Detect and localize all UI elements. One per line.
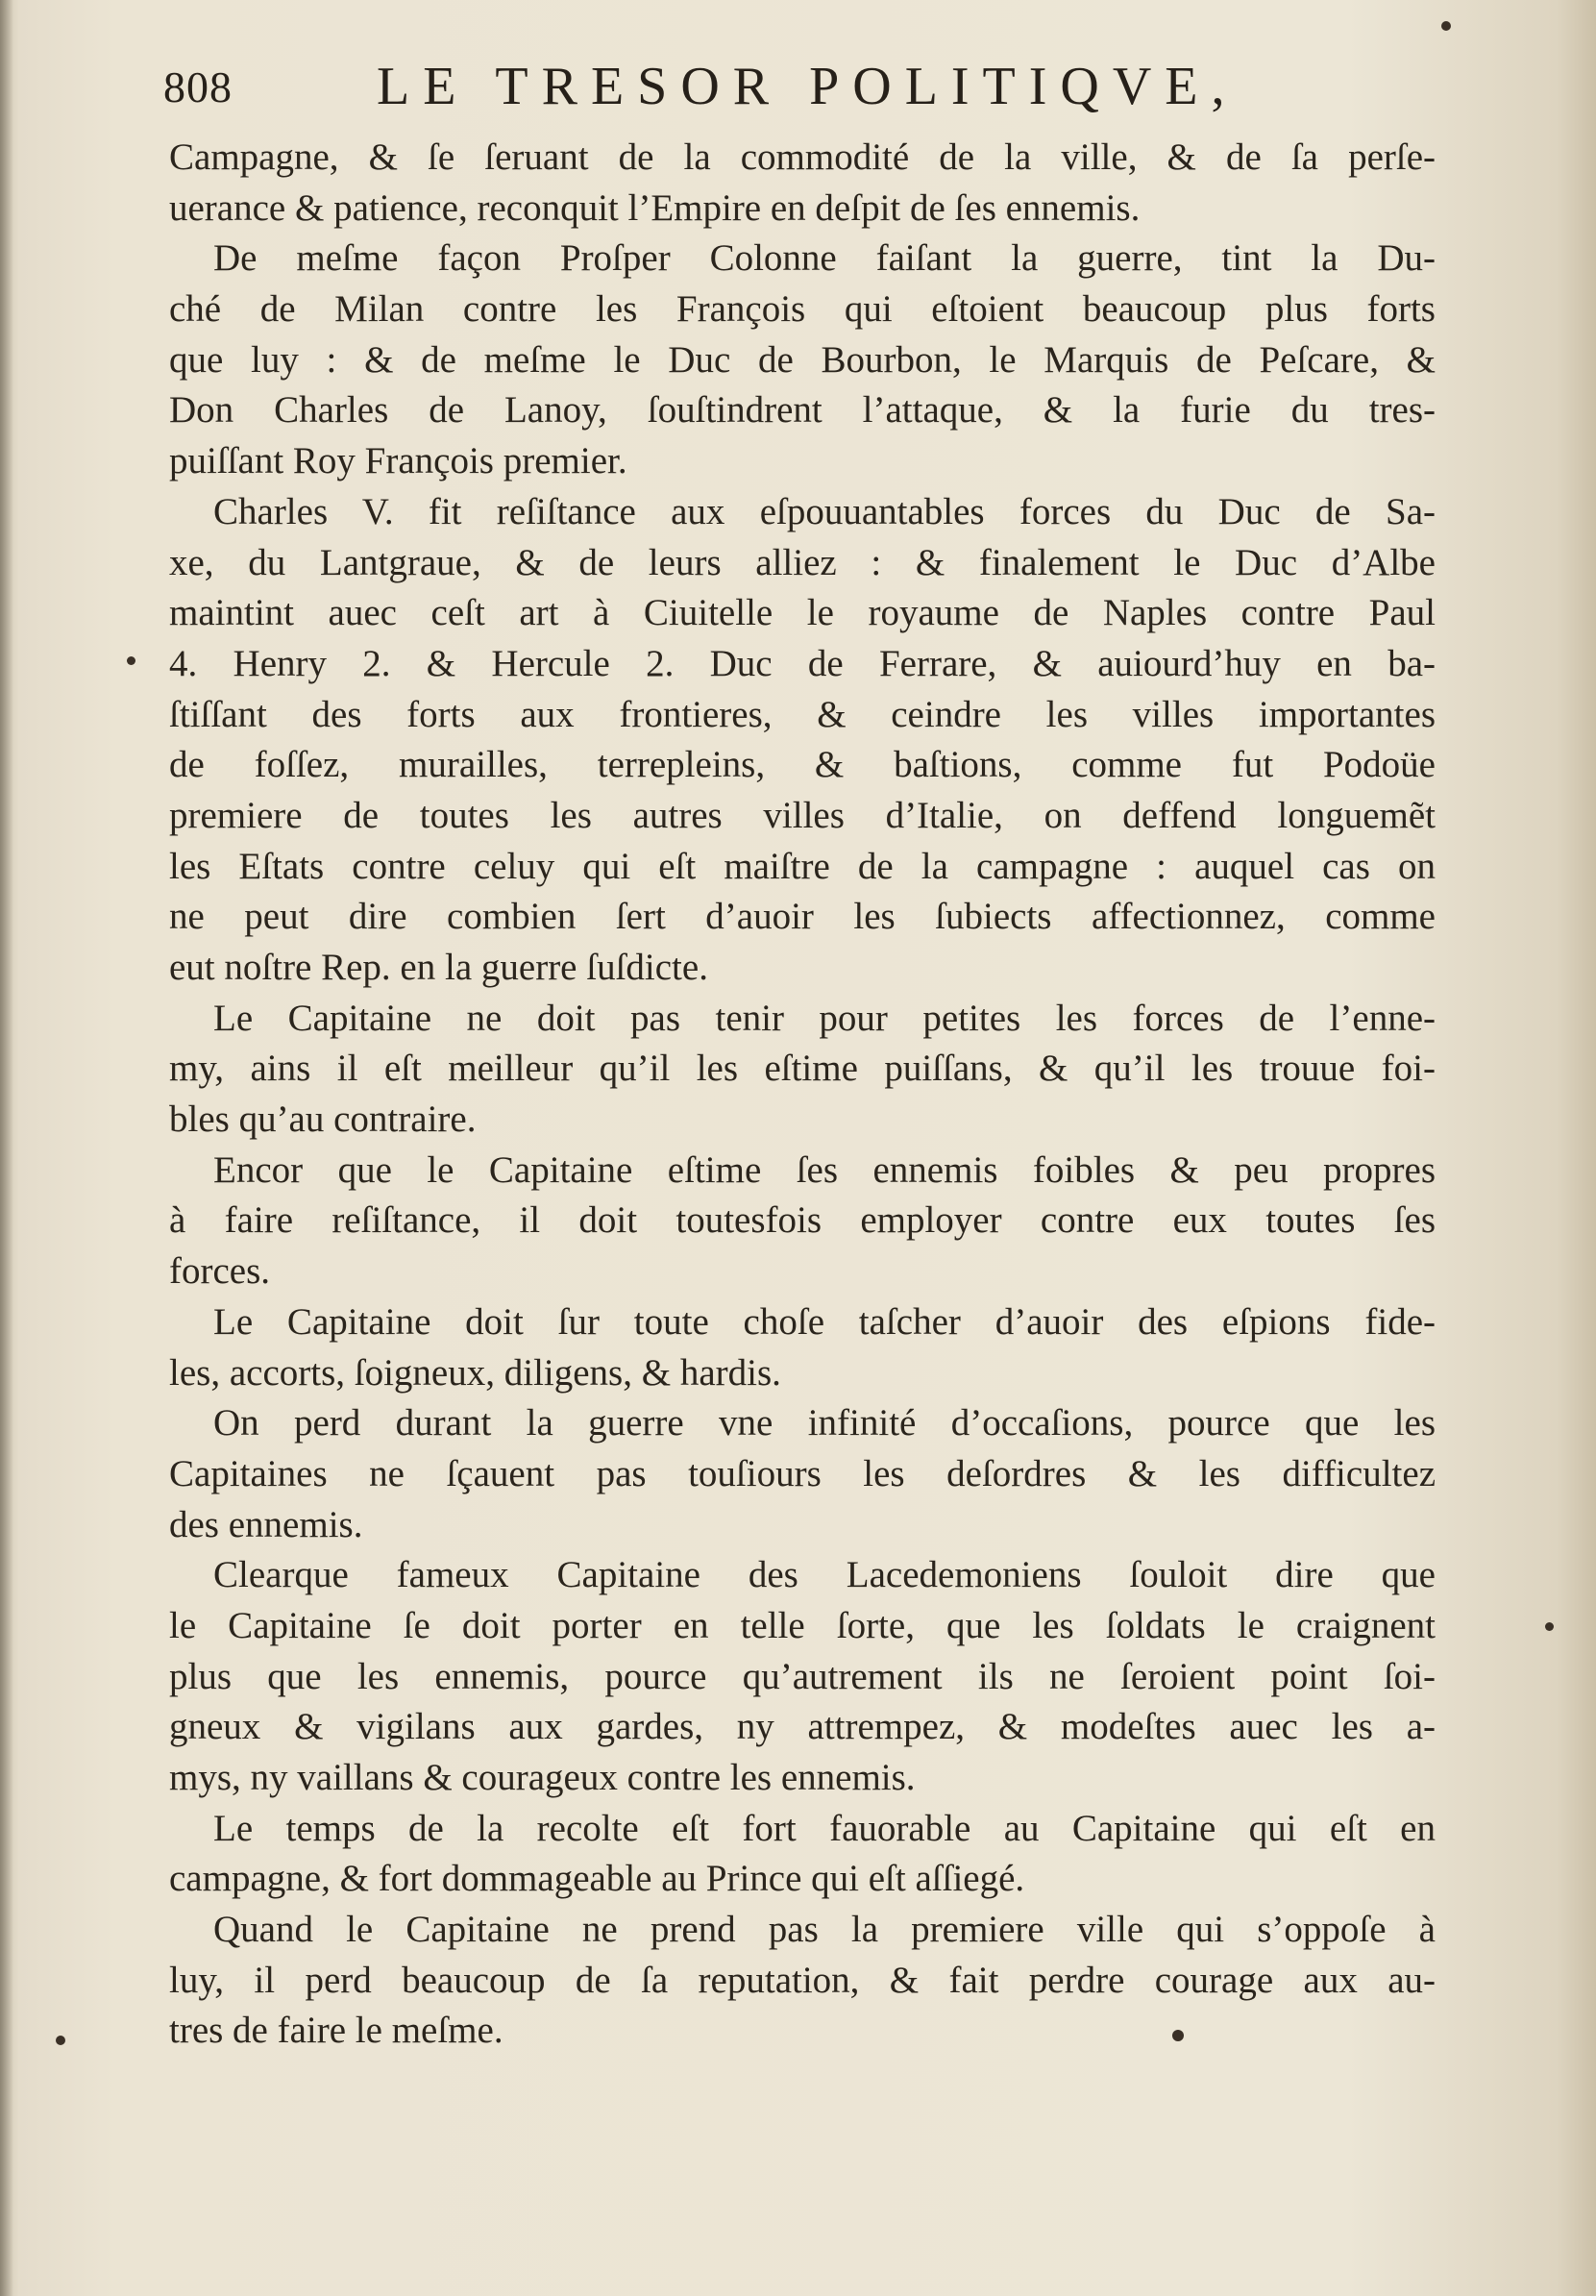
text-line: xe, du Lantgraue, & de leurs alliez : & finalement le Duc d’Albe <box>169 541 1436 583</box>
ink-spot <box>127 656 135 665</box>
paragraph <box>169 1550 1436 1803</box>
text-line: eut noſtre Rep. en la guerre ſuſdicte. <box>169 947 708 988</box>
page-gutter-shadow <box>0 0 13 2296</box>
text-line: campagne, & fort dommageable au Prince qui eſt aſſiegé. <box>169 1858 1025 1900</box>
text-line: de foſſez, murailles, terrepleins, & baſtions, comme fut Podoüe <box>169 744 1436 786</box>
text-line: ne peut dire combien ſert d’auoir les ſubiects affectionnez, comme <box>169 896 1436 938</box>
text-line: Le Capitaine ne doit pas tenir pour petites les forces de l’enne- <box>213 997 1436 1039</box>
page-header <box>163 56 1240 123</box>
paragraph <box>169 1905 1436 2057</box>
text-line: tres de faire le meſme. <box>169 2010 503 2052</box>
text-line: Don Charles de Lanoy, ſouſtindrent l’attaque, & la furie du tres- <box>169 389 1436 432</box>
paragraph <box>169 1297 1436 1398</box>
text-line: Clearque fameux Capitaine des Lacedemoniens ſouloit dire que <box>213 1554 1436 1596</box>
paragraph <box>169 1398 1436 1550</box>
text-line: premiere de toutes les autres villes d’Italie, on deffend longuemẽt <box>169 794 1436 836</box>
text-line: ſtiſſant des forts aux frontieres, & ceindre les villes importantes <box>169 693 1436 735</box>
text-line: uerance & patience, reconquit l’Empire en deſpit de ſes ennemis. <box>169 186 1141 229</box>
text-line: Encor que le Capitaine eſtime ſes ennemis foibles & peu propres <box>213 1148 1436 1191</box>
text-line: plus que les ennemis, pource qu’autrement ils ne ſeroient point ſoi- <box>169 1655 1436 1697</box>
paragraph <box>169 1804 1436 1905</box>
text-line: Campagne, & ſe ſeruant de la commodité de la ville, & de ſa perſe- <box>169 136 1436 178</box>
text-line: mys, ny vaillans & courageux contre les ennemis. <box>169 1757 916 1798</box>
text-line: ché de Milan contre les François qui eſtoient beaucoup plus forts <box>169 288 1436 331</box>
paragraph <box>169 234 1436 486</box>
text-line: des ennemis. <box>169 1503 363 1545</box>
body-text <box>169 133 1436 2057</box>
text-line: bles qu’au contraire. <box>169 1099 477 1141</box>
text-line: 4. Henry 2. & Hercule 2. Duc de Ferrare, & auiourd’huy en ba- <box>169 642 1436 684</box>
text-line: les Eſtats contre celuy qui eſt maiſtre de la campagne : auquel cas on <box>169 845 1436 887</box>
paragraph <box>169 994 1436 1146</box>
text-line: à faire reſiſtance, il doit toutesfois employer contre eux toutes ſes <box>169 1199 1436 1242</box>
text-line: my, ains il eſt meilleur qu’il les eſtime puiſſans, & qu’il les trouue foi- <box>169 1048 1436 1090</box>
text-line: forces. <box>169 1250 271 1293</box>
ink-spot <box>1441 21 1451 31</box>
running-title: LE TRESOR POLITIQVE, <box>377 57 1239 116</box>
text-line: Quand le Capitaine ne prend pas la premiere ville qui s’oppoſe à <box>213 1909 1436 1951</box>
text-line: puiſſant Roy François premier. <box>169 440 627 482</box>
ink-spot <box>56 2036 65 2045</box>
paragraph <box>169 487 1436 994</box>
text-line: Charles V. fit reſiſtance aux eſpouuantables forces du Duc de Sa- <box>213 490 1436 532</box>
page-number: 808 <box>163 62 233 111</box>
paragraph <box>169 1146 1436 1297</box>
text-line: les, accorts, ſoigneux, diligens, & hardis. <box>169 1351 781 1394</box>
text-line: le Capitaine ſe doit porter en telle ſorte, que les ſoldats le craignent <box>169 1604 1436 1646</box>
ink-spot <box>1172 2030 1184 2041</box>
ink-spot <box>1545 1622 1554 1631</box>
text-line: On perd durant la guerre vne infinité d’occaſions, pource que les <box>213 1402 1436 1444</box>
text-line: maintint auec ceſt art à Ciuitelle le royaume de Naples contre Paul <box>169 592 1436 634</box>
text-line: Le Capitaine doit ſur toute choſe taſcher d’auoir des eſpions fide- <box>213 1300 1436 1343</box>
text-line: luy, il perd beaucoup de ſa reputation, & fait perdre courage aux au- <box>169 1959 1436 2001</box>
text-line: De meſme façon Proſper Colonne faiſant la guerre, tint la Du- <box>213 237 1436 280</box>
text-line: gneux & vigilans aux gardes, ny attrempez, & modeſtes auec les a- <box>169 1706 1436 1748</box>
text-line: Capitaines ne ſçauent pas touſiours les deſordres & les difficultez <box>169 1452 1436 1494</box>
text-line: que luy : & de meſme le Duc de Bourbon, le Marquis de Peſcare, & <box>169 338 1436 381</box>
text-line: Le temps de la recolte eſt fort fauorable au Capitaine qui eſt en <box>213 1807 1436 1849</box>
paragraph <box>169 133 1436 234</box>
